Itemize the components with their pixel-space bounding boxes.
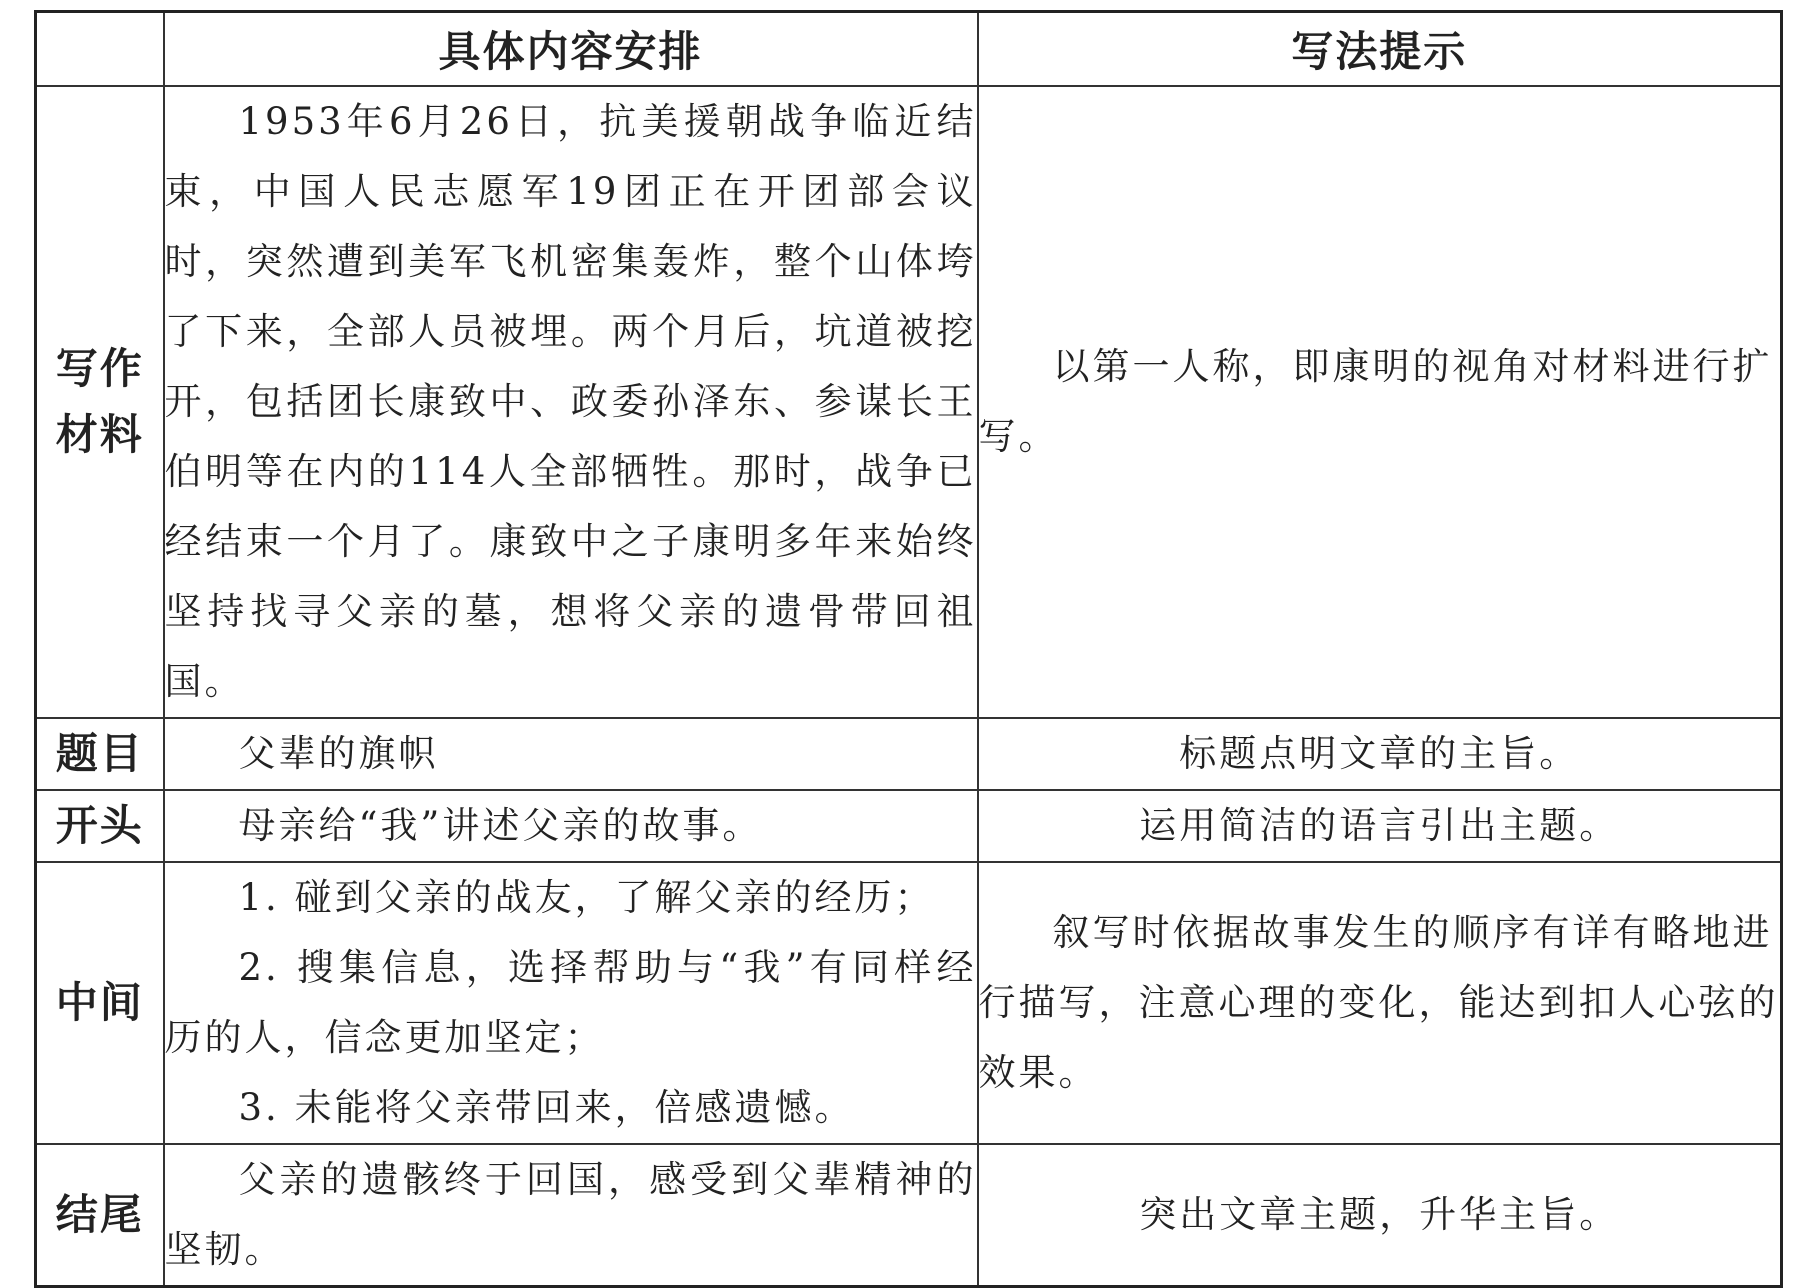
table-row xyxy=(36,1144,1782,1287)
list-item: 3. 未能将父亲带回来，倍感遗憾。 xyxy=(238,1086,855,1129)
row-label: 题目 xyxy=(36,718,164,790)
content-text: 父辈的旗帜 xyxy=(238,732,439,775)
header-hint: 写法提示 xyxy=(978,12,1782,87)
hint-text: 突出文章主题，升华主旨。 xyxy=(1139,1193,1620,1236)
row-label: 开头 xyxy=(36,790,164,862)
header-content: 具体内容安排 xyxy=(164,12,978,87)
hint-cell xyxy=(978,86,1782,718)
content-cell xyxy=(164,862,978,1144)
content-text: 母亲给“我”讲述父亲的故事。 xyxy=(238,804,763,847)
row-label xyxy=(36,86,164,718)
hint-cell xyxy=(978,790,1782,862)
table-row xyxy=(36,718,1782,790)
content-cell xyxy=(164,1144,978,1287)
header-row xyxy=(36,12,1782,87)
hint-text: 叙写时依据故事发生的顺序有详有略地进行描写，注意心理的变化，能达到扣人心弦的效果。 xyxy=(978,911,1779,1094)
content-cell xyxy=(164,718,978,790)
hint-text: 运用简洁的语言引出主题。 xyxy=(1139,804,1620,847)
content-cell xyxy=(164,86,978,718)
list-item: 1. 碰到父亲的战友，了解父亲的经历； xyxy=(238,876,935,919)
hint-cell xyxy=(978,718,1782,790)
table-row xyxy=(36,790,1782,862)
row-label: 结尾 xyxy=(36,1144,164,1287)
content-text: 1953年6月26日，抗美援朝战争临近结束，中国人民志愿军19团正在开团部会议时，突然遭到美军飞机密集轰炸，整个山体垮了下来，全部人员被埋。两个月后，坑道被挖开，包括团长康致中、政委孙泽东、参谋长王伯明等在内的114人全部牺牲。那时，战争已经结束一个月了。康致中之子康明多年来始终坚持找寻父亲的墓，想将父亲的遗骨带回祖国。 xyxy=(164,100,977,703)
content-text: 父亲的遗骸终于回国，感受到父辈精神的坚韧。 xyxy=(164,1158,977,1271)
hint-cell xyxy=(978,1144,1782,1287)
list-item: 2. 搜集信息，选择帮助与“我”有同样经历的人，信念更加坚定； xyxy=(164,946,977,1059)
writing-plan-sheet xyxy=(34,10,1780,1271)
hint-cell xyxy=(978,862,1782,1144)
hint-text: 标题点明文章的主旨。 xyxy=(1179,732,1580,775)
writing-plan-table xyxy=(34,10,1783,1288)
row-label-text: 写作材料 xyxy=(55,344,144,459)
hint-text: 以第一人称，即康明的视角对材料进行扩写。 xyxy=(978,345,1773,458)
table-row xyxy=(36,862,1782,1144)
corner-cell xyxy=(36,12,164,87)
table-row xyxy=(36,86,1782,718)
content-cell xyxy=(164,790,978,862)
row-label: 中间 xyxy=(36,862,164,1144)
